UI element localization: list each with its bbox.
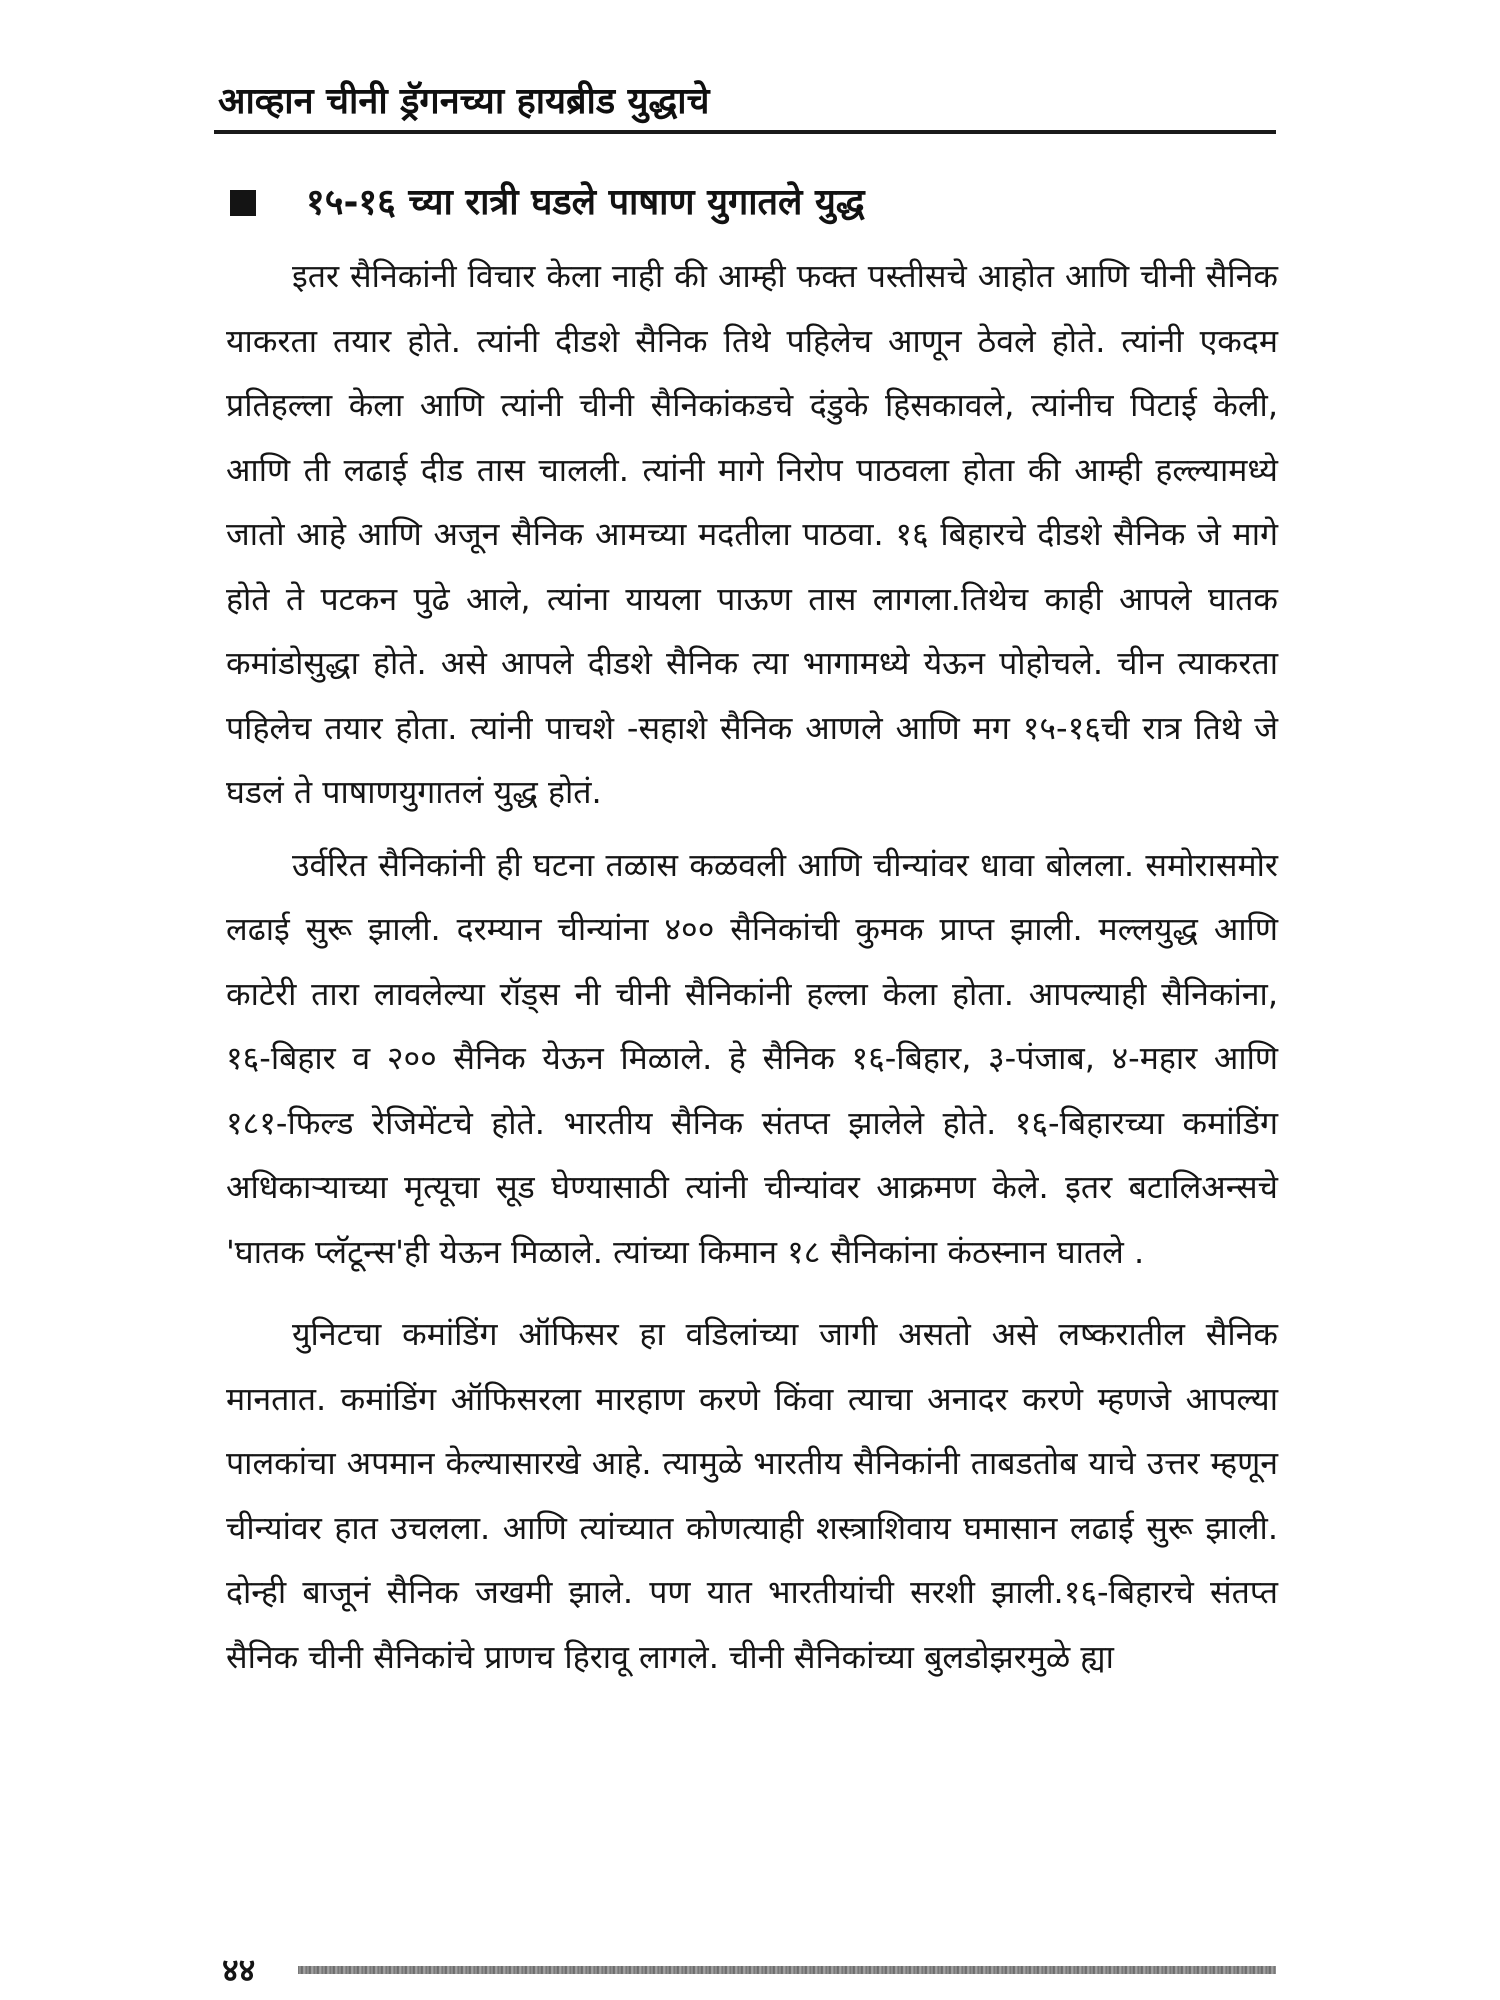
section-heading <box>230 176 1270 232</box>
footer-rule <box>298 1966 1276 1974</box>
header-rule <box>214 130 1276 134</box>
paragraph: इतर सैनिकांनी विचार केला नाही की आम्ही फक्त पस्तीसचे आहोत आणि चीनी सैनिक याकरता तयार होते. त्यांनी दीडशे सैनिक तिथे पहिलेच आणून ठेवले होते. त्यांनी एकदम प्रतिहल्ला केला आणि त्यांनी चीनी सैनिकांकडचे दंडुके हिसकावले, त्यांनीच पिटाई केली, आणि ती लढाई दीड तास चालली. त्यांनी मागे निरोप पाठवला होता की आम्ही हल्ल्यामध्ये जातो आहे आणि अजून सैनिक आमच्या मदतीला पाठवा. १६ बिहारचे दीडशे सैनिक जे मागे होते ते पटकन पुढे आले, त्यांना यायला पाऊण तास लागला.तिथेच काही आपले घातक कमांडोसुद्धा होते. असे आपले दीडशे सैनिक त्या भागामध्ये येऊन पोहोचले. चीन त्याकरता पहिलेच तयार होता. त्यांनी पाचशे -सहाशे सैनिक आणले आणि मग १५-१६ची रात्र तिथे जे घडलं ते पाषाणयुगातलं युद्ध होतं. <box>226 257 1278 811</box>
page-footer <box>222 1951 1278 1989</box>
section-heading-text: १५-१६ च्या रात्री घडले पाषाण युगातले युद्ध <box>306 182 865 223</box>
paragraph: उर्वरित सैनिकांनी ही घटना तळास कळवली आणि चीन्यांवर धावा बोलला. समोरासमोर लढाई सुरू झाली. दरम्यान चीन्यांना ४०० सैनिकांची कुमक प्राप्त झाली. मल्लयुद्ध आणि काटेरी तारा लावलेल्या रॉड्स नी चीनी सैनिकांनी हल्ला केला होता. आपल्याही सैनिकांना, १६-बिहार व २०० सैनिक येऊन मिळाले. हे सैनिक १६-बिहार, ३-पंजाब, ४-महार आणि १८१-फिल्ड रेजिमेंटचे होते. भारतीय सैनिक संतप्त झालेले होते. १६-बिहारच्या कमांडिंग अधिकाऱ्याच्या मृत्यूचा सूड घेण्यासाठी त्यांनी चीन्यांवर आक्रमण केले. इतर बटालिअन्सचे 'घातक प्लॅटून्स'ही येऊन मिळाले. त्यांच्या किमान १८ सैनिकांना कंठस्नान घातले . <box>226 845 1278 1271</box>
paragraph: युनिटचा कमांडिंग ऑफिसर हा वडिलांच्या जागी असतो असे लष्करातील सैनिक मानतात. कमांडिंग ऑफिसरला मारहाण करणे किंवा त्याचा अनादर करणे म्हणजे आपल्या पालकांचा अपमान केल्यासारखे आहे. त्यामुळे भारतीय सैनिकांनी ताबडतोब याचे उत्तर म्हणून चीन्यांवर हात उचलला. आणि त्यांच्यात कोणत्याही शस्त्राशिवाय घमासान लढाई सुरू झाली. दोन्ही बाजूनं सैनिक जखमी झाले. पण यात भारतीयांची सरशी झाली.१६-बिहारचे संतप्त सैनिक चीनी सैनिकांचे प्राणच हिरावू लागले. चीनी सैनिकांच्या बुलडोझरमुळे ह्या <box>226 1315 1278 1676</box>
body-text <box>226 244 1278 1689</box>
filled-square-icon <box>230 190 256 216</box>
running-header-title: आव्हान चीनी ड्रॅगनच्या हायब्रीड युद्धाचे <box>218 81 710 122</box>
page-number: ४४ <box>222 1951 256 1989</box>
